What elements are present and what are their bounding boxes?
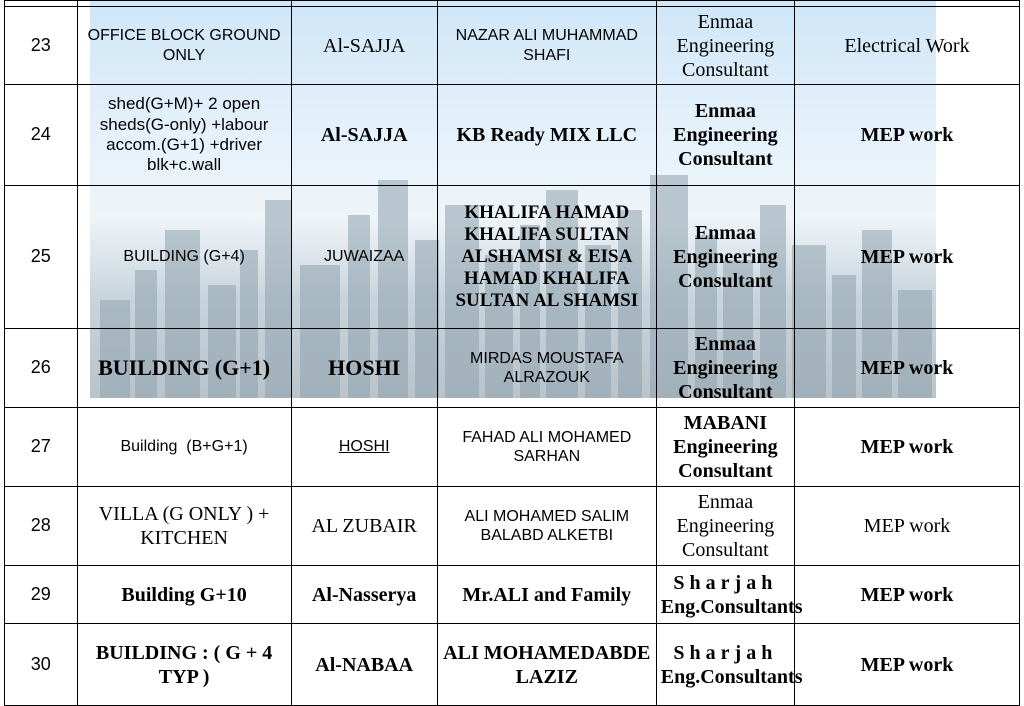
location-cell: HOSHI <box>291 329 437 408</box>
row-number: 29 <box>5 566 78 624</box>
table-row <box>5 566 1020 624</box>
owner-cell: Mr.ALI and Family <box>437 566 656 624</box>
building-cell: VILLA (G ONLY ) + KITCHEN <box>77 487 291 566</box>
table-row <box>5 186 1020 329</box>
row-number: 26 <box>5 329 78 408</box>
consultant-line-2: Eng.Consultants <box>660 595 803 618</box>
consultant-cell: Enmaa Engineering Consultant <box>656 85 794 186</box>
row-number: 23 <box>5 7 78 85</box>
location-cell: Al-NABAA <box>291 624 437 706</box>
work-cell: MEP work <box>794 566 1019 624</box>
building-cell: Building (B+G+1) <box>77 408 291 487</box>
location-cell: Al-SAJJA <box>291 85 437 186</box>
row-number: 25 <box>5 186 78 329</box>
table-row <box>5 85 1020 186</box>
consultant-cell: Enmaa Engineering Consultant <box>656 7 794 85</box>
work-cell: MEP work <box>794 624 1019 706</box>
owner-cell: FAHAD ALI MOHAMED SARHAN <box>437 408 656 487</box>
location-cell: HOSHI <box>291 408 437 487</box>
consultant-line-1: Sharjah <box>673 641 778 664</box>
table-row <box>5 487 1020 566</box>
row-number: 28 <box>5 487 78 566</box>
work-cell: MEP work <box>794 487 1019 566</box>
table-row <box>5 329 1020 408</box>
table-row <box>5 408 1020 487</box>
building-cell: OFFICE BLOCK GROUND ONLY <box>77 7 291 85</box>
owner-cell: MIRDAS MOUSTAFA ALRAZOUK <box>437 329 656 408</box>
work-cell: MEP work <box>794 186 1019 329</box>
consultant-cell: Enmaa Engineering Consultant <box>656 487 794 566</box>
location-cell: Al-Nasserya <box>291 566 437 624</box>
owner-cell: KB Ready MIX LLC <box>437 85 656 186</box>
projects-table <box>4 0 1020 706</box>
work-cell: MEP work <box>794 329 1019 408</box>
row-number: 27 <box>5 408 78 487</box>
row-number: 24 <box>5 85 78 186</box>
work-cell: MEP work <box>794 408 1019 487</box>
work-cell: MEP work <box>794 85 1019 186</box>
location-cell: Al-SAJJA <box>291 7 437 85</box>
location-cell: JUWAIZAA <box>291 186 437 329</box>
building-cell: shed(G+M)+ 2 open sheds(G-only) +labour accom.(G+1) +driver blk+c.wall <box>77 85 291 186</box>
table-row <box>5 624 1020 706</box>
row-number: 30 <box>5 624 78 706</box>
consultant-cell: Enmaa Engineering Consultant <box>656 329 794 408</box>
location-cell: AL ZUBAIR <box>291 487 437 566</box>
table-row <box>5 7 1020 85</box>
owner-cell: ALI MOHAMED SALIM BALABD ALKETBI <box>437 487 656 566</box>
consultant-cell: Enmaa Engineering Consultant <box>656 186 794 329</box>
consultant-line-2: Eng.Consultants <box>660 665 803 688</box>
consultant-cell <box>656 624 803 706</box>
owner-cell: KHALIFA HAMAD KHALIFA SULTAN ALSHAMSI & EISA HAMAD KHALIFA SULTAN AL SHAMSI <box>437 186 656 329</box>
owner-cell: ALI MOHAMEDABDE LAZIZ <box>437 624 656 706</box>
building-cell: Building G+10 <box>77 566 291 624</box>
work-cell: Electrical Work <box>794 7 1019 85</box>
building-cell: BUILDING (G+4) <box>77 186 291 329</box>
consultant-line-1: Sharjah <box>673 571 778 594</box>
consultant-cell <box>656 566 803 624</box>
owner-cell: NAZAR ALI MUHAMMAD SHAFI <box>437 7 656 85</box>
building-cell: BUILDING : ( G + 4 TYP ) <box>77 624 291 706</box>
building-cell: BUILDING (G+1) <box>77 329 291 408</box>
consultant-cell: MABANI Engineering Consultant <box>656 408 794 487</box>
